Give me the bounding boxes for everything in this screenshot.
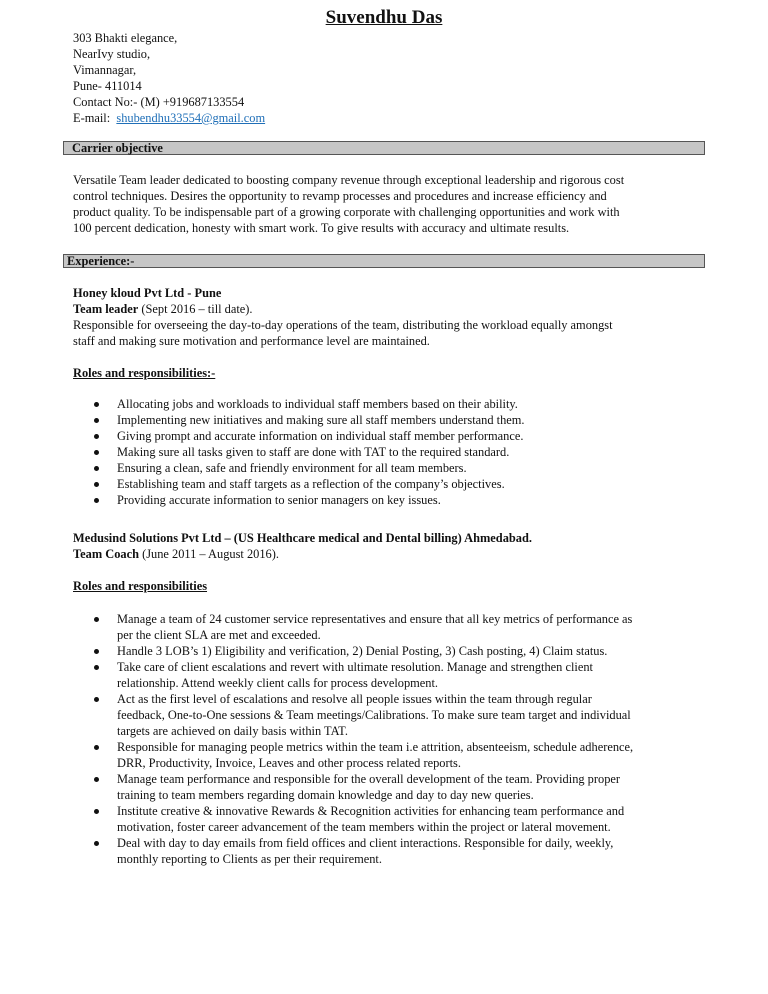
list-item-line: monthly reporting to Clients as per their requirement. bbox=[117, 852, 382, 866]
list-item-line: Implementing new initiatives and making sure all staff members understand them. bbox=[117, 413, 525, 427]
list-item-line: training to team members regarding domain knowledge and day to day new queries. bbox=[117, 788, 534, 802]
roles-heading-text: Roles and responsibilities bbox=[73, 579, 208, 593]
roles-heading bbox=[73, 578, 713, 594]
job-role: Team Coach bbox=[73, 547, 139, 561]
list-item-line: Responsible for managing people metrics within the team i.e attrition, absenteeism, schedule adherence, bbox=[117, 740, 634, 754]
email-link[interactable]: shubendhu33554@gmail.com bbox=[116, 111, 266, 125]
objective-heading: Carrier objective bbox=[63, 141, 705, 155]
job-honey-kloud bbox=[73, 285, 713, 349]
email-row bbox=[73, 110, 265, 126]
objective-text bbox=[73, 172, 713, 236]
list-item-line: Ensuring a clean, safe and friendly environment for all team members. bbox=[117, 461, 467, 475]
address-line: 303 Bhakti elegance, bbox=[73, 31, 178, 45]
job-title-row bbox=[73, 546, 713, 562]
list-item bbox=[73, 739, 713, 771]
list-item bbox=[73, 412, 713, 428]
job-medusind bbox=[73, 530, 713, 562]
list-item-line: Providing accurate information to senior managers on key issues. bbox=[117, 493, 441, 507]
list-item-line: Manage team performance and responsible for the overall development of the team. Providing proper bbox=[117, 772, 621, 786]
list-item bbox=[73, 476, 713, 492]
address-line: Vimannagar, bbox=[73, 63, 137, 77]
list-item bbox=[73, 492, 713, 508]
list-item bbox=[73, 428, 713, 444]
list-item-line: Take care of client escalations and revert with ultimate resolution. Manage and strengthen client bbox=[117, 660, 593, 674]
job-title-row bbox=[73, 301, 713, 317]
roles-heading bbox=[73, 365, 713, 381]
list-item-line: relationship. Attend weekly client calls for process development. bbox=[117, 676, 439, 690]
list-item-line: Manage a team of 24 customer service representatives and ensure that all key metrics of performance as bbox=[117, 612, 633, 626]
list-item-line: targets are achieved on daily basis within TAT. bbox=[117, 724, 348, 738]
contact-block bbox=[73, 30, 265, 126]
company-name: Medusind Solutions Pvt Ltd – (US Healthcare medical and Dental billing) Ahmedabad. bbox=[73, 531, 532, 545]
list-item bbox=[73, 643, 713, 659]
list-item-line: Giving prompt and accurate information on individual staff member performance. bbox=[117, 429, 524, 443]
list-item bbox=[73, 444, 713, 460]
job-role: Team leader bbox=[73, 302, 139, 316]
list-item-line: per the client SLA are met and exceeded. bbox=[117, 628, 321, 642]
address-line: NearIvy studio, bbox=[73, 47, 151, 61]
list-item-line: Establishing team and staff targets as a reflection of the company’s objectives. bbox=[117, 477, 505, 491]
job-period: (June 2011 – August 2016). bbox=[138, 547, 279, 561]
list-item bbox=[73, 771, 713, 803]
list-item bbox=[73, 803, 713, 835]
list-item bbox=[73, 659, 713, 691]
list-item-line: Deal with day to day emails from field offices and client interactions. Responsible for daily, weekly, bbox=[117, 836, 614, 850]
list-item-line: Handle 3 LOB’s 1) Eligibility and verification, 2) Denial Posting, 3) Cash posting, 4) Claim status. bbox=[117, 644, 608, 658]
list-item-line: DRR, Productivity, Invoice, Leaves and other process related reports. bbox=[117, 756, 461, 770]
list-item-line: feedback, One-to-One sessions & Team meetings/Calibrations. To make sure team target and individual bbox=[117, 708, 631, 722]
experience-heading: Experience:- bbox=[63, 254, 705, 268]
email-label: E-mail: bbox=[73, 111, 111, 125]
company-name: Honey kloud Pvt Ltd - Pune bbox=[73, 286, 222, 300]
address-line: Pune- 411014 bbox=[73, 79, 142, 93]
list-item bbox=[73, 691, 713, 739]
responsibilities-list bbox=[73, 396, 713, 508]
job-summary-line: Responsible for overseeing the day-to-day operations of the team, distributing the workload equally amongst bbox=[73, 318, 613, 332]
job-period: (Sept 2016 – till date). bbox=[138, 302, 253, 316]
objective-line: product quality. To be indispensable part of a growing corporate with challenging opportunities and work with bbox=[73, 205, 620, 219]
list-item bbox=[73, 835, 713, 867]
list-item-line: Institute creative & innovative Rewards & Recognition activities for enhancing team performance and bbox=[117, 804, 625, 818]
candidate-name: Suvendhu Das bbox=[325, 7, 443, 28]
list-item-line: Act as the first level of escalations and resolve all people issues within the team through regular bbox=[117, 692, 592, 706]
list-item-line: motivation, foster career advancement of the team members within the project or lateral movement. bbox=[117, 820, 611, 834]
list-item bbox=[73, 460, 713, 476]
contact-number: Contact No:- (M) +919687133554 bbox=[73, 95, 245, 109]
objective-line: 100 percent dedication, honesty with smart work. To give results with accuracy and ultimate results. bbox=[73, 221, 570, 235]
roles-heading-text: Roles and responsibilities:- bbox=[73, 366, 216, 380]
responsibilities-list bbox=[73, 611, 713, 867]
list-item-line: Making sure all tasks given to staff are done with TAT to the required standard. bbox=[117, 445, 510, 459]
list-item bbox=[73, 611, 713, 643]
list-item-line: Allocating jobs and workloads to individual staff members based on their ability. bbox=[117, 397, 518, 411]
job-summary-line: staff and making sure motivation and performance level are maintained. bbox=[73, 334, 430, 348]
objective-line: control techniques. Desires the opportunity to revamp processes and procedures and increase efficiency and bbox=[73, 189, 607, 203]
objective-line: Versatile Team leader dedicated to boosting company revenue through exceptional leadership and rigorous cost bbox=[73, 173, 625, 187]
list-item bbox=[73, 396, 713, 412]
